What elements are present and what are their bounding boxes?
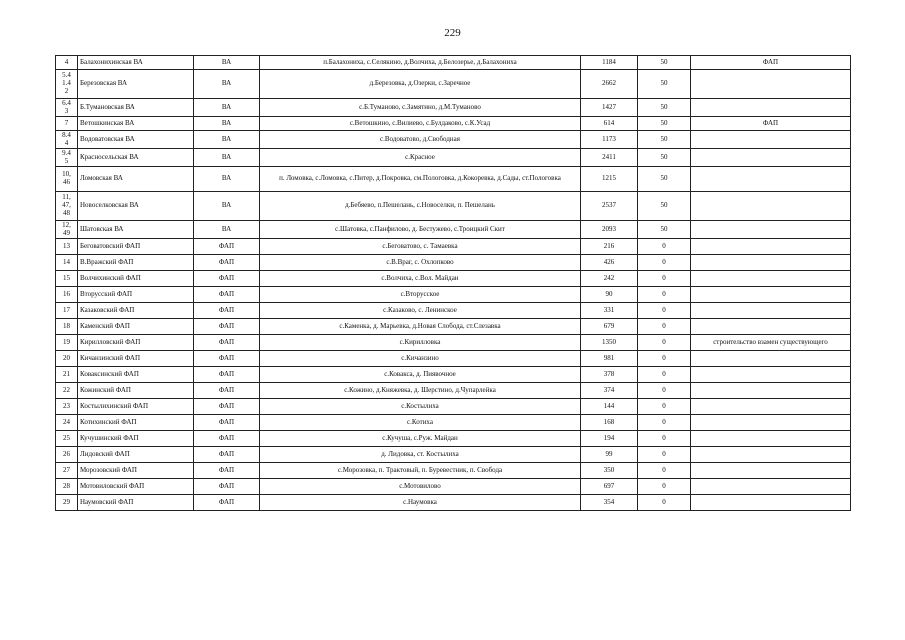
distance-cell: 50 <box>638 192 691 221</box>
row-number-cell: 6.4 3 <box>56 99 78 117</box>
table-row <box>56 117 851 131</box>
facility-name-cell: Б.Тумановская ВА <box>78 99 194 117</box>
facility-type-cell: ФАП <box>194 495 260 511</box>
settlements-cell: с.Б.Туманово, с.Замятино, д.М.Туманово <box>260 99 581 117</box>
distance-cell: 0 <box>638 431 691 447</box>
distance-cell: 50 <box>638 167 691 192</box>
row-number-cell: 18 <box>56 319 78 335</box>
note-cell <box>691 383 851 399</box>
row-number-cell: 22 <box>56 383 78 399</box>
row-number-cell: 19 <box>56 335 78 351</box>
facility-name-cell: Мотовиловский ФАП <box>78 479 194 495</box>
population-cell: 194 <box>581 431 638 447</box>
table-row <box>56 335 851 351</box>
facility-name-cell: Костылихинский ФАП <box>78 399 194 415</box>
facility-type-cell: ВА <box>194 70 260 99</box>
facility-name-cell: Кучушинский ФАП <box>78 431 194 447</box>
note-cell: ФАП <box>691 56 851 70</box>
note-cell <box>691 399 851 415</box>
note-cell <box>691 70 851 99</box>
facility-type-cell: ФАП <box>194 463 260 479</box>
distance-cell: 0 <box>638 463 691 479</box>
facility-name-cell: Ломовская ВА <box>78 167 194 192</box>
facility-type-cell: ФАП <box>194 255 260 271</box>
distance-cell: 0 <box>638 367 691 383</box>
distance-cell: 0 <box>638 287 691 303</box>
table-row <box>56 149 851 167</box>
note-cell <box>691 192 851 221</box>
facility-name-cell: Каменский ФАП <box>78 319 194 335</box>
facility-type-cell: ФАП <box>194 399 260 415</box>
row-number-cell: 23 <box>56 399 78 415</box>
population-cell: 1350 <box>581 335 638 351</box>
population-cell: 981 <box>581 351 638 367</box>
distance-cell: 50 <box>638 117 691 131</box>
settlements-cell: с.В.Враг, с. Охлопково <box>260 255 581 271</box>
note-cell <box>691 463 851 479</box>
row-number-cell: 10, 46 <box>56 167 78 192</box>
note-cell <box>691 99 851 117</box>
table-row <box>56 221 851 239</box>
settlements-cell: с.Кучуша, с.Руж. Майдан <box>260 431 581 447</box>
facility-type-cell: ФАП <box>194 319 260 335</box>
distance-cell: 0 <box>638 495 691 511</box>
distance-cell: 0 <box>638 383 691 399</box>
settlements-cell: с.Кожино, д.Княжевка, д. Шерстино, д.Чупарлейка <box>260 383 581 399</box>
population-cell: 354 <box>581 495 638 511</box>
distance-cell: 0 <box>638 335 691 351</box>
table-row <box>56 431 851 447</box>
population-cell: 2537 <box>581 192 638 221</box>
facility-name-cell: Балахонихинская ВА <box>78 56 194 70</box>
facility-type-cell: ФАП <box>194 271 260 287</box>
facility-type-cell: ВА <box>194 99 260 117</box>
settlements-cell: д. Лидовка, ст. Костылиха <box>260 447 581 463</box>
facility-name-cell: Наумовский ФАП <box>78 495 194 511</box>
row-number-cell: 9.4 5 <box>56 149 78 167</box>
settlements-cell: с.Беговатово, с. Тамаевка <box>260 239 581 255</box>
distance-cell: 0 <box>638 271 691 287</box>
row-number-cell: 12, 49 <box>56 221 78 239</box>
settlements-cell: с.Коваксa, д. Пиявочное <box>260 367 581 383</box>
row-number-cell: 25 <box>56 431 78 447</box>
population-cell: 2093 <box>581 221 638 239</box>
table-row <box>56 447 851 463</box>
table-row <box>56 56 851 70</box>
facility-type-cell: ВА <box>194 117 260 131</box>
table-row <box>56 351 851 367</box>
facility-type-cell: ВА <box>194 131 260 149</box>
distance-cell: 0 <box>638 351 691 367</box>
population-cell: 697 <box>581 479 638 495</box>
row-number-cell: 26 <box>56 447 78 463</box>
facility-type-cell: ФАП <box>194 367 260 383</box>
facility-type-cell: ВА <box>194 167 260 192</box>
row-number-cell: 4 <box>56 56 78 70</box>
facility-name-cell: В.Вражский ФАП <box>78 255 194 271</box>
facility-name-cell: Казаковский ФАП <box>78 303 194 319</box>
population-cell: 99 <box>581 447 638 463</box>
settlements-cell: с.Кичанзино <box>260 351 581 367</box>
distance-cell: 50 <box>638 149 691 167</box>
facility-name-cell: Водоватовская ВА <box>78 131 194 149</box>
distance-cell: 50 <box>638 70 691 99</box>
row-number-cell: 21 <box>56 367 78 383</box>
facility-type-cell: ВА <box>194 149 260 167</box>
row-number-cell: 14 <box>56 255 78 271</box>
population-cell: 1184 <box>581 56 638 70</box>
facility-name-cell: Вторусский ФАП <box>78 287 194 303</box>
settlements-cell: с.Вторусское <box>260 287 581 303</box>
note-cell <box>691 431 851 447</box>
table-row <box>56 415 851 431</box>
table-row <box>56 167 851 192</box>
population-cell: 168 <box>581 415 638 431</box>
facility-type-cell: ФАП <box>194 303 260 319</box>
note-cell <box>691 367 851 383</box>
table-row <box>56 271 851 287</box>
note-cell <box>691 221 851 239</box>
row-number-cell: 8.4 4 <box>56 131 78 149</box>
facility-name-cell: Беговатовский ФАП <box>78 239 194 255</box>
population-cell: 426 <box>581 255 638 271</box>
settlements-cell: д.Бебяево, п.Пешелань, с.Новоселки, п. Пешелань <box>260 192 581 221</box>
row-number-cell: 24 <box>56 415 78 431</box>
settlements-cell: с.Красное <box>260 149 581 167</box>
distance-cell: 0 <box>638 447 691 463</box>
row-number-cell: 27 <box>56 463 78 479</box>
facility-name-cell: Кожинский ФАП <box>78 383 194 399</box>
note-cell <box>691 351 851 367</box>
settlements-cell: с.Каменка, д. Марьевка, д.Новая Слобода, ст.Слезавка <box>260 319 581 335</box>
facility-type-cell: ВА <box>194 56 260 70</box>
facility-type-cell: ФАП <box>194 447 260 463</box>
distance-cell: 50 <box>638 221 691 239</box>
population-cell: 1215 <box>581 167 638 192</box>
population-cell: 90 <box>581 287 638 303</box>
facility-type-cell: ФАП <box>194 239 260 255</box>
note-cell <box>691 495 851 511</box>
note-cell <box>691 239 851 255</box>
note-cell <box>691 149 851 167</box>
population-cell: 242 <box>581 271 638 287</box>
facility-name-cell: Волчихинский ФАП <box>78 271 194 287</box>
distance-cell: 0 <box>638 303 691 319</box>
facility-type-cell: ФАП <box>194 287 260 303</box>
distance-cell: 0 <box>638 399 691 415</box>
settlements-cell: с.Котиха <box>260 415 581 431</box>
table-row <box>56 239 851 255</box>
note-cell <box>691 479 851 495</box>
note-cell <box>691 271 851 287</box>
facility-name-cell: Котихинский ФАП <box>78 415 194 431</box>
row-number-cell: 16 <box>56 287 78 303</box>
facility-name-cell: Новоселковская ВА <box>78 192 194 221</box>
facility-name-cell: Шатовская ВА <box>78 221 194 239</box>
note-cell <box>691 447 851 463</box>
note-cell <box>691 287 851 303</box>
facility-name-cell: Кирилловский ФАП <box>78 335 194 351</box>
population-cell: 350 <box>581 463 638 479</box>
table-row <box>56 495 851 511</box>
row-number-cell: 28 <box>56 479 78 495</box>
settlements-cell: с.Наумовка <box>260 495 581 511</box>
table-row <box>56 319 851 335</box>
row-number-cell: 20 <box>56 351 78 367</box>
table-row <box>56 70 851 99</box>
settlements-cell: п. Ломовка, с.Ломовка, с.Питер, д.Покровка, см.Пологовка, д.Кокоревка, д.Сады, ст.Пологовка <box>260 167 581 192</box>
table-row <box>56 463 851 479</box>
population-cell: 331 <box>581 303 638 319</box>
distance-cell: 50 <box>638 131 691 149</box>
facility-type-cell: ВА <box>194 221 260 239</box>
row-number-cell: 5.4 1.4 2 <box>56 70 78 99</box>
facility-name-cell: Коваксинский ФАП <box>78 367 194 383</box>
facility-type-cell: ФАП <box>194 431 260 447</box>
facility-name-cell: Морозовский ФАП <box>78 463 194 479</box>
note-cell: строительство взамен существующего <box>691 335 851 351</box>
facility-name-cell: Ветошкинская ВА <box>78 117 194 131</box>
table-row <box>56 303 851 319</box>
settlements-cell: с.Шатовка, с.Панфилово, д. Бестужево, с.Троицкий Скит <box>260 221 581 239</box>
population-cell: 1427 <box>581 99 638 117</box>
facility-name-cell: Кичанзинский ФАП <box>78 351 194 367</box>
table-row <box>56 367 851 383</box>
distance-cell: 0 <box>638 415 691 431</box>
distance-cell: 0 <box>638 479 691 495</box>
facility-name-cell: Березовская ВА <box>78 70 194 99</box>
distance-cell: 50 <box>638 99 691 117</box>
table-row <box>56 255 851 271</box>
distance-cell: 0 <box>638 319 691 335</box>
settlements-cell: д.Березовка, д.Озерки, с.Заречное <box>260 70 581 99</box>
facility-type-cell: ФАП <box>194 335 260 351</box>
settlements-cell: с.Мотовилово <box>260 479 581 495</box>
healthcare-facilities-table <box>55 55 851 511</box>
population-cell: 374 <box>581 383 638 399</box>
distance-cell: 0 <box>638 255 691 271</box>
table-row <box>56 399 851 415</box>
settlements-cell: с.Водоватово, д.Свободная <box>260 131 581 149</box>
table-row <box>56 287 851 303</box>
page-number: 229 <box>444 27 461 39</box>
row-number-cell: 29 <box>56 495 78 511</box>
note-cell <box>691 319 851 335</box>
row-number-cell: 13 <box>56 239 78 255</box>
table-body <box>56 56 851 511</box>
facility-type-cell: ФАП <box>194 479 260 495</box>
population-cell: 614 <box>581 117 638 131</box>
population-cell: 2411 <box>581 149 638 167</box>
settlements-cell: с.Кирилловка <box>260 335 581 351</box>
population-cell: 144 <box>581 399 638 415</box>
settlements-cell: с.Морозовка, п. Трактовый, п. Буревестник, п. Свобода <box>260 463 581 479</box>
settlements-cell: с.Костылиха <box>260 399 581 415</box>
note-cell <box>691 167 851 192</box>
population-cell: 679 <box>581 319 638 335</box>
table-row <box>56 479 851 495</box>
settlements-cell: с.Ветошкино, с.Вилиево, с.Булдаково, с.К.Усад <box>260 117 581 131</box>
row-number-cell: 11, 47, 48 <box>56 192 78 221</box>
note-cell: ФАП <box>691 117 851 131</box>
population-cell: 378 <box>581 367 638 383</box>
note-cell <box>691 303 851 319</box>
population-cell: 216 <box>581 239 638 255</box>
population-cell: 2662 <box>581 70 638 99</box>
table-row <box>56 383 851 399</box>
note-cell <box>691 415 851 431</box>
note-cell <box>691 131 851 149</box>
distance-cell: 50 <box>638 56 691 70</box>
table-row <box>56 192 851 221</box>
facility-type-cell: ФАП <box>194 351 260 367</box>
settlements-cell: с.Волчиха, с.Вол. Майдан <box>260 271 581 287</box>
facility-name-cell: Красносельская ВА <box>78 149 194 167</box>
settlements-cell: с.Казаково, с. Ленинское <box>260 303 581 319</box>
row-number-cell: 7 <box>56 117 78 131</box>
settlements-cell: п.Балахониха, с.Селякино, д.Волчиха, д.Белозерье, д.Балахониха <box>260 56 581 70</box>
population-cell: 1173 <box>581 131 638 149</box>
note-cell <box>691 255 851 271</box>
row-number-cell: 15 <box>56 271 78 287</box>
table-row <box>56 131 851 149</box>
facility-type-cell: ВА <box>194 192 260 221</box>
facility-type-cell: ФАП <box>194 383 260 399</box>
row-number-cell: 17 <box>56 303 78 319</box>
facility-type-cell: ФАП <box>194 415 260 431</box>
distance-cell: 0 <box>638 239 691 255</box>
facility-name-cell: Лидовский ФАП <box>78 447 194 463</box>
table-row <box>56 99 851 117</box>
